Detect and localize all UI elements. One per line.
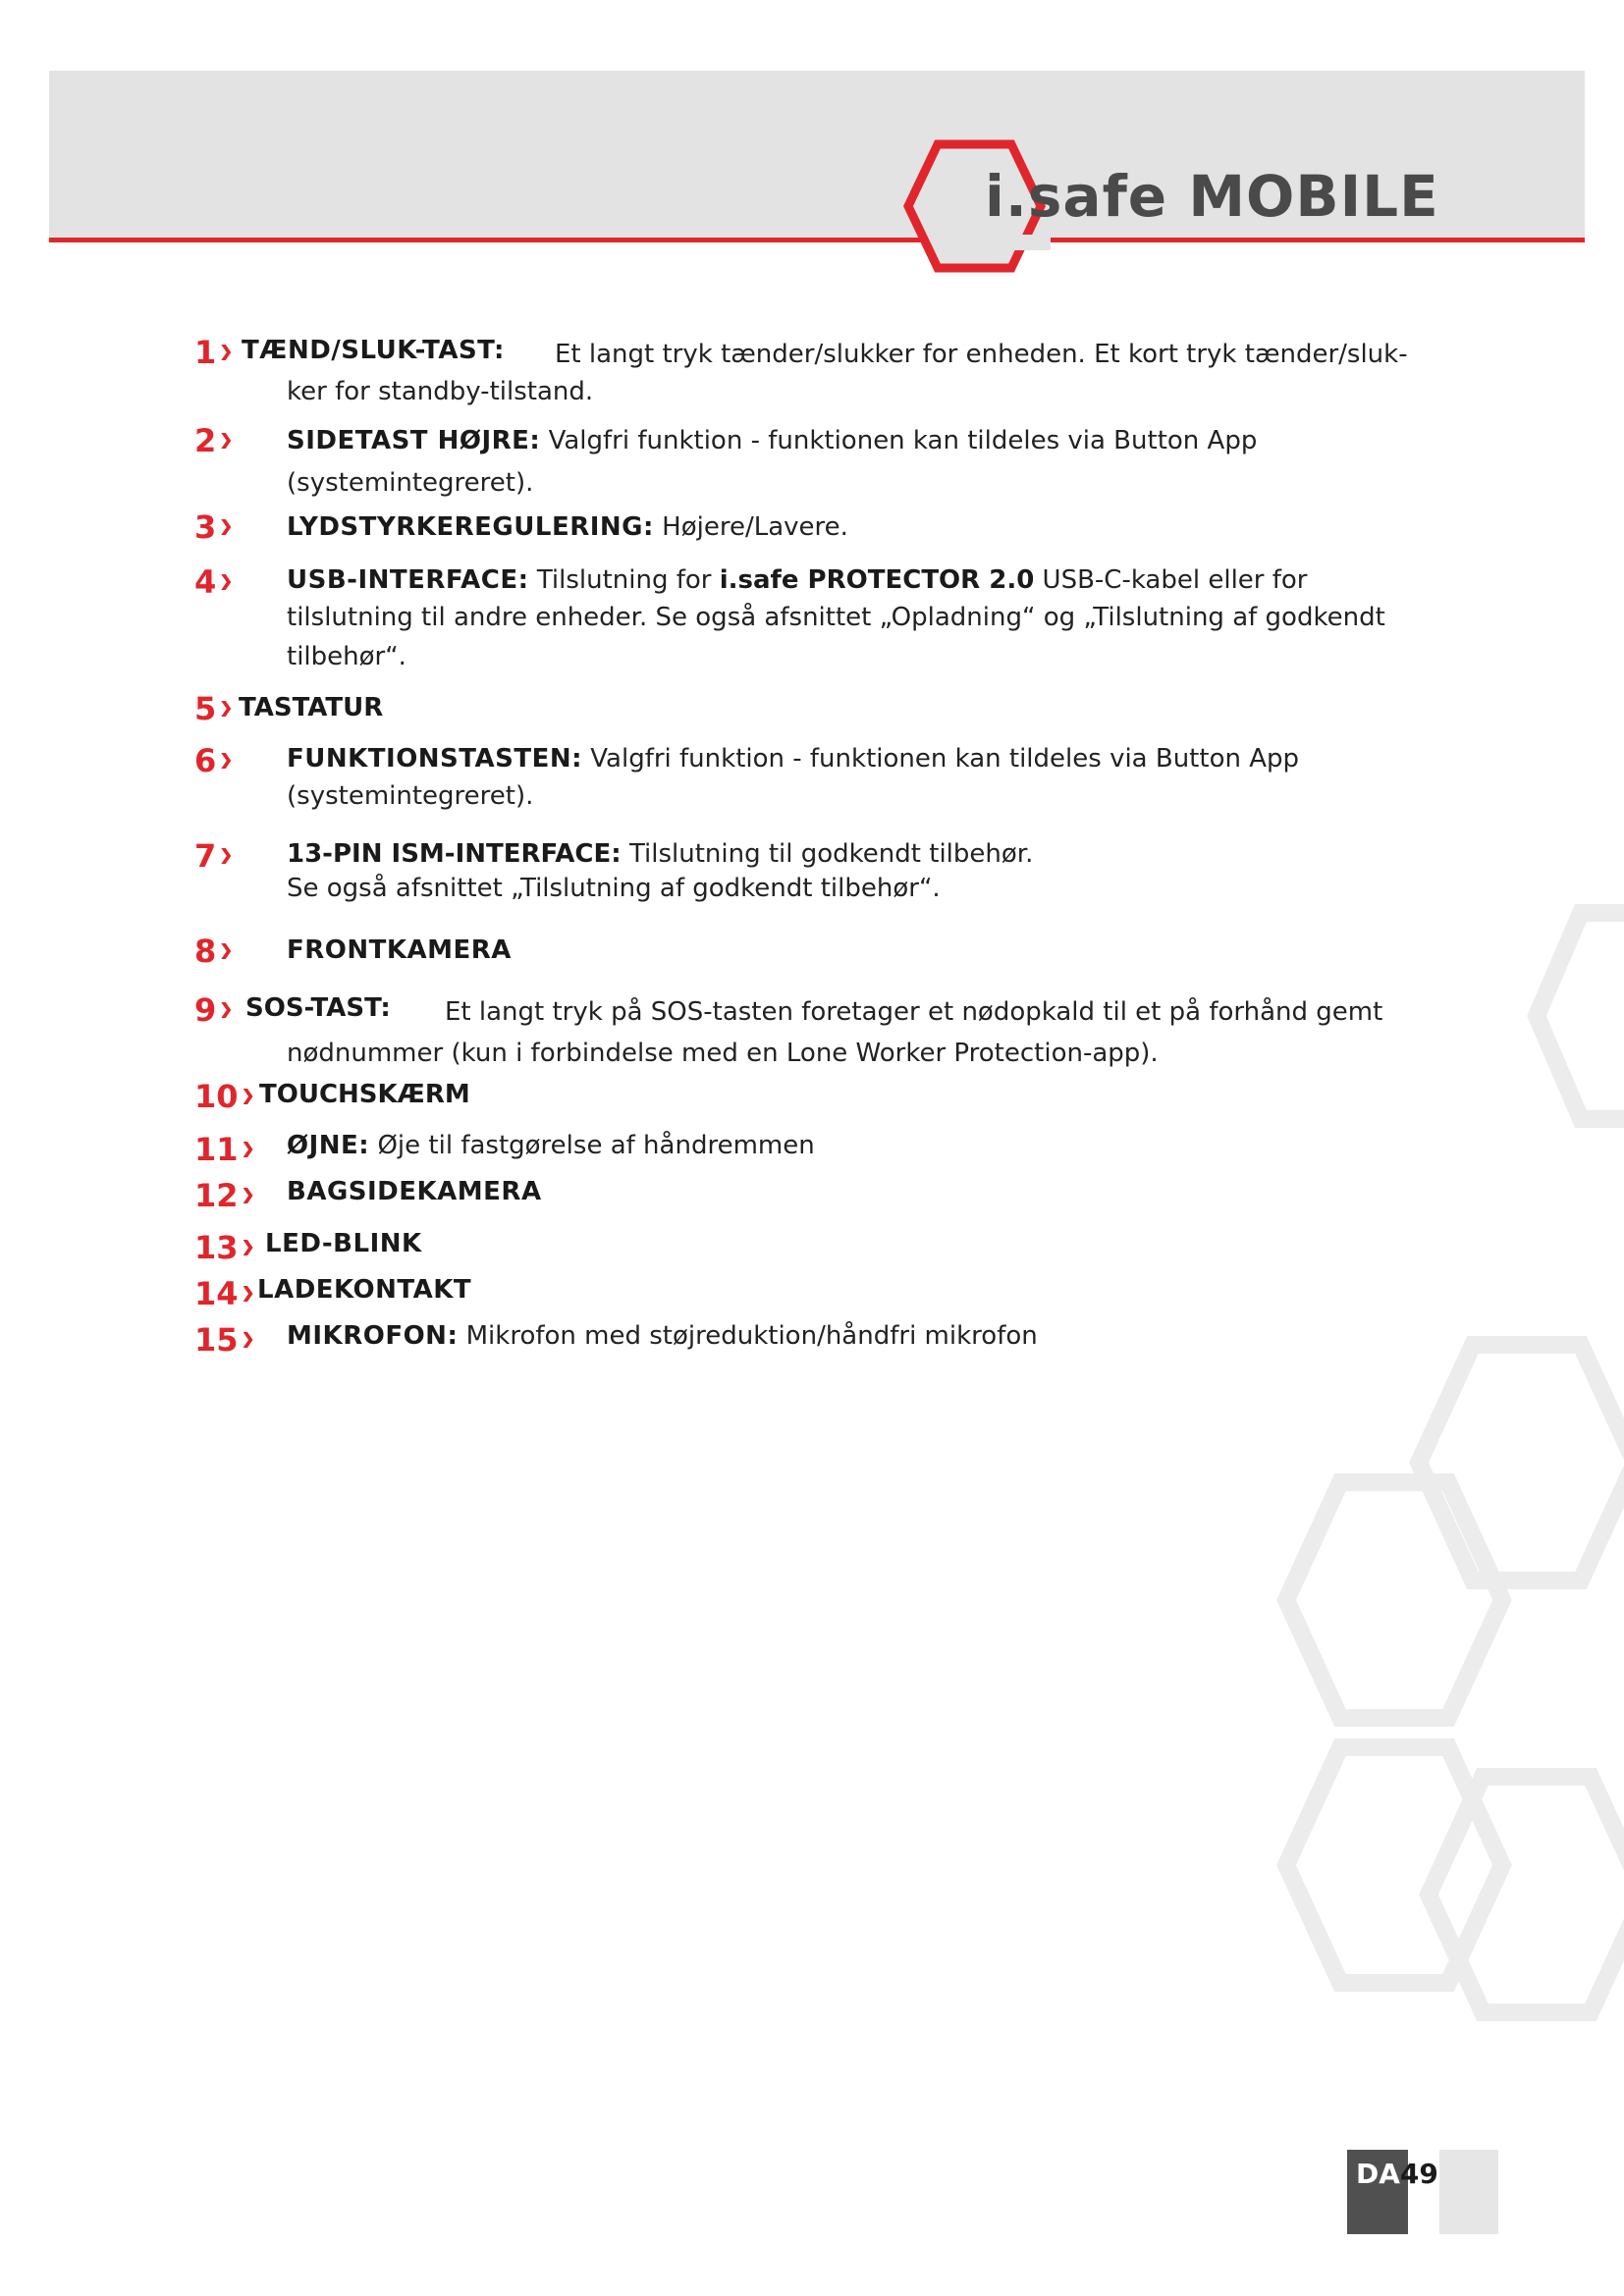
- decorative-hexagons: [1257, 883, 1624, 2042]
- item-label: TASTATUR: [239, 693, 384, 722]
- item-label: FRONTKAMERA: [287, 935, 512, 965]
- item-desc: USB-C-kabel eller for: [1042, 565, 1308, 595]
- chevron-right-icon: [244, 1188, 253, 1203]
- item-desc: Øje til fastgørelse af håndremmen: [377, 1131, 815, 1160]
- item-number: 5: [194, 690, 231, 727]
- item-label: LED-BLINK: [265, 1229, 422, 1258]
- chevron-right-icon: [244, 1089, 253, 1104]
- item-desc: Tilslutning for: [536, 565, 712, 595]
- language-code: DA: [1356, 2158, 1400, 2190]
- item-number: 4: [194, 563, 231, 601]
- item-number: 10: [194, 1078, 253, 1115]
- chevron-right-icon: [221, 943, 231, 959]
- item-desc: Mikrofon med støjreduktion/håndfri mikrofon: [465, 1321, 1038, 1351]
- item-desc: Et langt tryk tænder/slukker for enheden. Et kort tryk tænder/sluk-: [555, 340, 1408, 369]
- chevron-right-icon: [221, 848, 231, 864]
- item-label: TÆND/SLUK-TAST:: [242, 336, 505, 365]
- chevron-right-icon: [221, 519, 231, 535]
- page-number: [1356, 2158, 1438, 2190]
- item-desc: tilslutning til andre enheder. Se også afsnittet „Opladning“ og „Tilslutning af godkendt: [287, 603, 1385, 632]
- item-label: USB-INTERFACE:: [287, 565, 529, 595]
- item-label: FUNKTIONSTASTEN:: [287, 744, 582, 774]
- chevron-right-icon: [221, 1002, 231, 1018]
- item-label: MIKROFON:: [287, 1321, 459, 1351]
- item-label: LYDSTYRKEREGULERING:: [287, 512, 654, 542]
- chevron-right-icon: [244, 1142, 253, 1157]
- item-desc: Valgfri funktion - funktionen kan tildeles via Button App: [590, 744, 1300, 774]
- item-desc: Tilslutning til godkendt tilbehør.: [628, 839, 1034, 869]
- chevron-right-icon: [244, 1286, 253, 1302]
- item-label: SIDETAST HØJRE:: [287, 426, 541, 455]
- item-number: 9: [194, 991, 231, 1029]
- item-number: 8: [194, 933, 231, 970]
- item-number: 2: [194, 422, 231, 459]
- item-desc: Et langt tryk på SOS-tasten foretager et nødopkald til et på forhånd gemt: [445, 997, 1383, 1027]
- chevron-right-icon: [221, 345, 231, 360]
- item-label: ØJNE:: [287, 1131, 370, 1160]
- page-number-value: 49: [1399, 2158, 1438, 2190]
- item-number: 13: [194, 1229, 253, 1266]
- item-desc: Højere/Lavere.: [662, 512, 848, 542]
- item-desc: nødnummer (kun i forbindelse med en Lone Worker Protection-app).: [287, 1039, 1159, 1068]
- item-label: SOS-TAST:: [245, 993, 391, 1023]
- item-label: BAGSIDEKAMERA: [287, 1177, 542, 1206]
- item-desc: Se også afsnittet „Tilslutning af godkendt tilbehør“.: [287, 874, 941, 903]
- chevron-right-icon: [221, 574, 231, 590]
- product-name: i.safe PROTECTOR 2.0: [719, 565, 1035, 595]
- chevron-right-icon: [221, 701, 231, 717]
- item-number: 15: [194, 1321, 253, 1359]
- header-red-line: [49, 238, 1585, 242]
- item-label: LADEKONTAKT: [257, 1275, 472, 1305]
- item-desc: (systemintegreret).: [287, 468, 534, 498]
- footer-tab-light: [1439, 2150, 1498, 2234]
- item-number: 3: [194, 508, 231, 546]
- chevron-right-icon: [221, 753, 231, 769]
- item-label: TOUCHSKÆRM: [259, 1080, 470, 1109]
- item-number: 1: [194, 334, 231, 371]
- item-number: 6: [194, 742, 231, 779]
- item-number: 11: [194, 1131, 253, 1168]
- item-number: 12: [194, 1177, 253, 1214]
- brand-logo-text: i.safe MOBILE: [985, 163, 1439, 230]
- item-number: 14: [194, 1275, 253, 1312]
- item-desc: ker for standby-tilstand.: [287, 377, 594, 406]
- item-desc: Valgfri funktion - funktionen kan tildeles via Button App: [548, 426, 1258, 455]
- item-desc: tilbehør“.: [287, 642, 406, 671]
- chevron-right-icon: [244, 1332, 253, 1348]
- item-number: 7: [194, 837, 231, 875]
- item-desc: (systemintegreret).: [287, 781, 534, 811]
- chevron-right-icon: [244, 1240, 253, 1255]
- item-label: 13-PIN ISM-INTERFACE:: [287, 839, 622, 869]
- chevron-right-icon: [221, 433, 231, 449]
